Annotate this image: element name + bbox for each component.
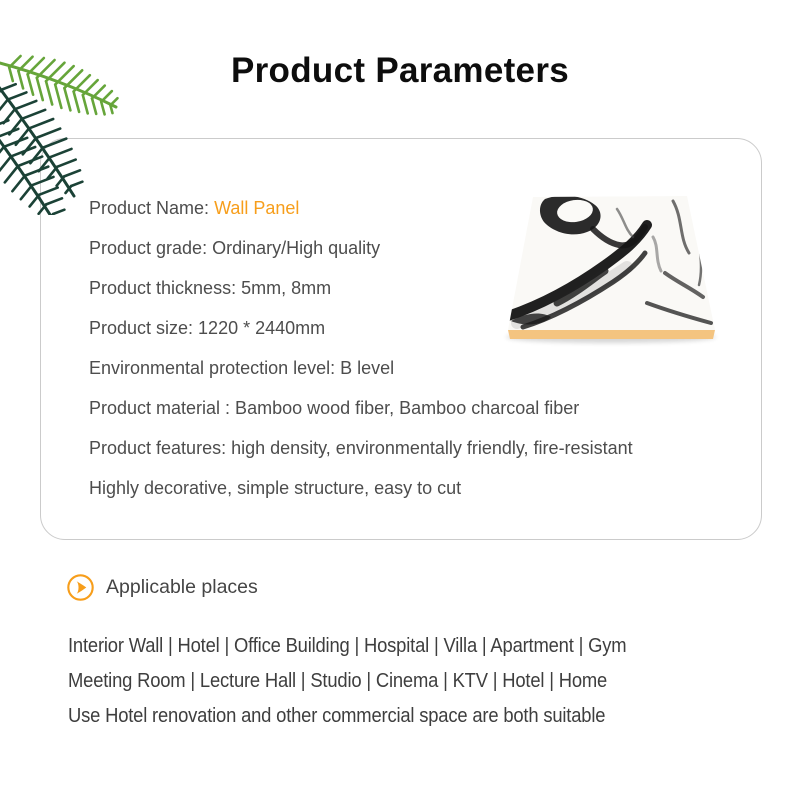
applicable-places-list: [68, 629, 626, 734]
applicable-places-heading: [66, 573, 258, 602]
product-name-value: Wall Panel: [214, 198, 300, 218]
applicable-places-label: Applicable places: [106, 576, 258, 598]
param-label: Product Name:: [89, 198, 215, 218]
places-line-2: Meeting Room | Lecture Hall | Studio | Cinema | KTV | Hotel | Home: [68, 670, 608, 692]
page-title: Product Parameters: [230, 51, 570, 90]
param-row-material: Product material : Bamboo wood fiber, Bamboo charcoal fiber: [89, 398, 580, 418]
param-row-size: Product size: 1220 * 2440mm: [89, 318, 326, 338]
palm-leaves-icon: [0, 40, 130, 215]
param-row-thickness: Product thickness: 5mm, 8mm: [89, 278, 332, 298]
marble-wall-panel-photo: [497, 185, 719, 347]
places-line-3: Use Hotel renovation and other commercial space are both suitable: [68, 705, 606, 727]
param-row-decorative: Highly decorative, simple structure, easy to cut: [89, 478, 462, 498]
param-row-grade: Product grade: Ordinary/High quality: [89, 238, 381, 258]
arrow-right-circle-icon: [66, 573, 95, 602]
panel-edge: [508, 330, 715, 339]
param-row-features: Product features: high density, environmentally friendly, fire-resistant: [89, 438, 633, 458]
param-row-env-level: Environmental protection level: B level: [89, 358, 395, 378]
places-line-1: Interior Wall | Hotel | Office Building | Hospital | Villa | Apartment | Gym: [68, 635, 627, 657]
